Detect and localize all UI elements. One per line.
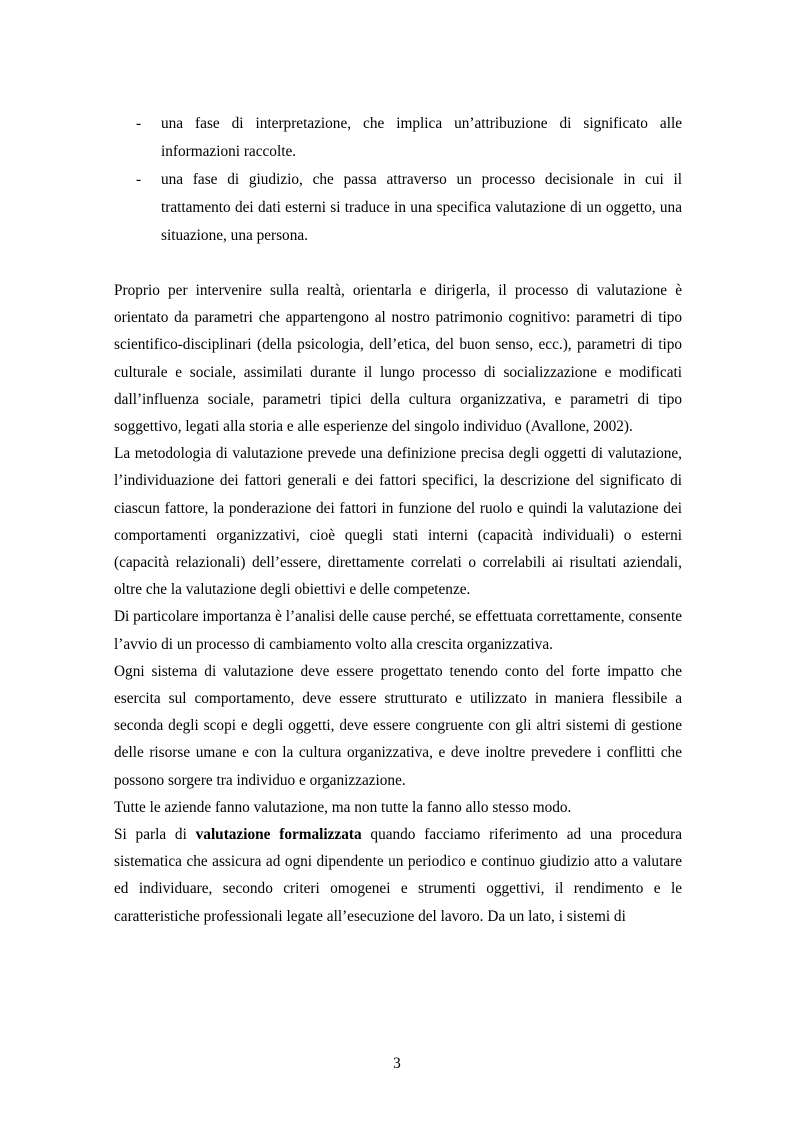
bullet-text: una fase di giudizio, che passa attraverso un processo decisionale in cui il trattamento dei dati esterni si traduce in una specifica valutazione di un oggetto, una situazione, una persona. bbox=[161, 171, 682, 244]
bullet-item bbox=[114, 110, 682, 166]
paragraph-lead-text: Si parla di bbox=[114, 826, 196, 844]
paragraph-analisi-cause: Di particolare importanza è l’analisi delle cause perché, se effettuata correttamente, consente l’avvio di un processo di cambiamento volto alla crescita organizzativa. bbox=[114, 608, 682, 653]
paragraph-metodologia: La metodologia di valutazione prevede una definizione precisa degli oggetti di valutazione, l’individuazione dei fattori generali e dei fattori specifici, la descrizione del significato di ciascun fattore, la ponderazione dei fattori in funzione del ruolo e quindi la valutazione dei comportamenti organizzativi, cioè quegli stati interni (capacità individuali) o esterni (capacità relazionali) dell’essere, direttamente correlati o correlabili ai risultati aziendali, oltre che la valutazione degli obiettivi e delle competenze. bbox=[114, 445, 682, 599]
paragraph-aziende: Tutte le aziende fanno valutazione, ma non tutte la fanno allo stesso modo. bbox=[114, 798, 572, 816]
bold-term: valutazione formalizzata bbox=[195, 826, 362, 844]
paragraph-sistema-valutazione: Ogni sistema di valutazione deve essere progettato tenendo conto del forte impatto che esercita sul comportamento, deve essere strutturato e utilizzato in maniera flessibile a seconda degli scopi e degli oggetti, deve essere congruente con gli altri sistemi di gestione delle risorse umane e con la cultura organizzativa, e deve inoltre prevedere i conflitti che possono sorgere tra individuo e organizzazione. bbox=[114, 662, 682, 789]
bullet-item bbox=[114, 166, 682, 250]
body-text bbox=[114, 277, 682, 930]
paragraph-trailing-text: quando facciamo riferimento ad una procedura sistematica che assicura ad ogni dipendente un periodico e continuo giudizio atto a valutare ed individuare, secondo criteri omogenei e strumenti oggettivi, il rendimento e le caratteristiche professionali legate all’esecuzione del lavoro. Da un lato, i sistemi di bbox=[114, 826, 683, 925]
bullet-text: una fase di interpretazione, che implica un’attribuzione di significato alle informazioni raccolte. bbox=[161, 115, 682, 160]
bullet-list bbox=[114, 110, 682, 250]
page-number: 3 bbox=[393, 1055, 401, 1072]
bullet-marker: - bbox=[136, 171, 142, 188]
paragraph-parametri: Proprio per intervenire sulla realtà, orientarla e dirigerla, il processo di valutazione è orientato da parametri che appartengono al nostro patrimonio cognitivo: parametri di tipo scientifico-disciplinari (della psicologia, dell’etica, del buon senso, ecc.), parametri di tipo culturale e sociale, assimilati durante il lungo processo di socializzazione e modificati dall’influenza sociale, parametri tipici della cultura organizzativa, e parametri di tipo soggettivo, legati alla storia e alle esperienze del singolo individuo (Avallone, 2002). bbox=[114, 282, 682, 436]
paragraph-valutazione-formalizzata bbox=[114, 821, 682, 930]
bullet-marker: - bbox=[136, 115, 142, 132]
